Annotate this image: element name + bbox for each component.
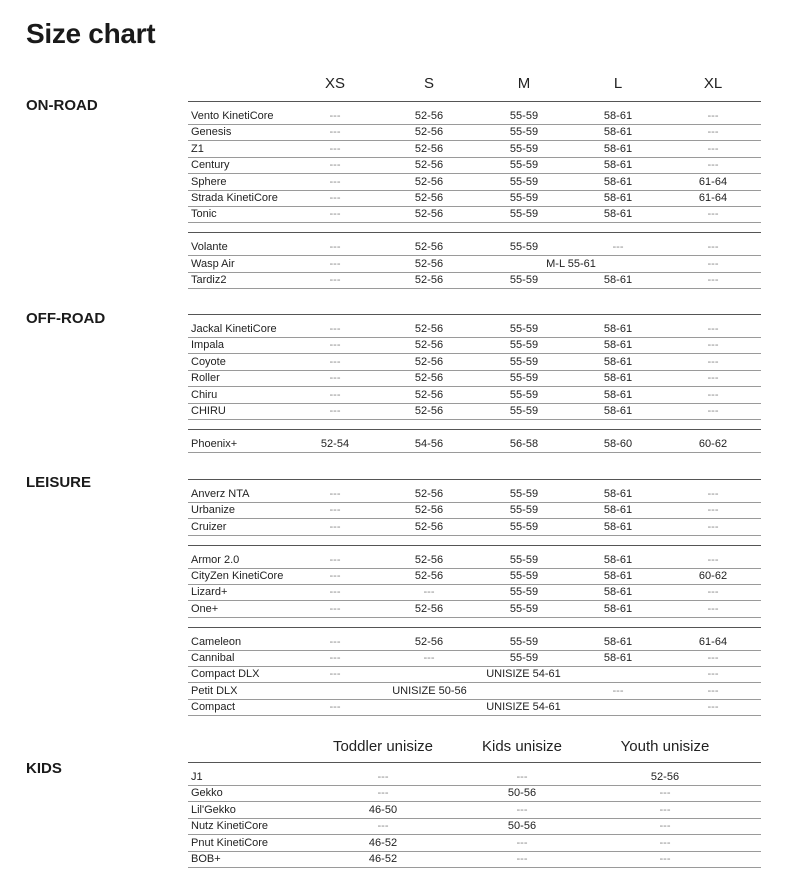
table-row [188,683,761,699]
helmet-model-name: Cameleon [191,635,242,648]
size-cell: --- [707,339,719,352]
size-cell: --- [329,668,341,681]
size-header-m: M [517,75,531,92]
size-cell: 58-61 [603,553,633,566]
size-cell: 58-61 [603,175,633,188]
size-header-s: S [423,75,435,92]
table-row [188,835,761,851]
unisize-cell: UNISIZE 54-61 [486,668,561,681]
rule-line [188,222,761,223]
helmet-model-name: Armor 2.0 [191,553,240,566]
size-cell: --- [329,635,341,648]
helmet-model-name: Gekko [191,787,223,800]
table-row [188,699,761,715]
size-cell: 52-56 [414,192,444,204]
size-cell: --- [329,405,341,417]
size-cell: 58-61 [603,355,633,368]
table-row [188,584,761,600]
size-cell: 55-59 [509,586,539,599]
size-cell: 55-59 [509,635,539,648]
size-cell: --- [329,339,341,352]
size-cell: --- [707,110,719,122]
helmet-model-name: Z1 [191,142,204,155]
size-cell: 52-56 [414,110,444,122]
helmet-model-name: CityZen KinetiCore [191,570,284,582]
rule-line [188,429,761,430]
table-row [188,387,761,403]
size-cell: --- [707,405,719,417]
size-cell: 46-52 [368,836,398,849]
size-cell: 55-59 [509,159,539,172]
rule-line [188,535,761,536]
size-cell: 52-56 [414,553,444,566]
size-cell: --- [707,274,719,286]
rule-line [188,452,761,453]
table-row [188,818,761,834]
size-cell: 52-56 [414,405,444,417]
size-cell: --- [329,504,341,517]
helmet-model-name: Tonic [191,208,217,221]
size-cell: --- [329,553,341,566]
size-cell: --- [612,241,624,254]
size-cell: 61-64 [698,175,728,188]
size-cell: --- [707,520,719,533]
helmet-model-name: Roller [191,372,220,385]
size-cell: 54-56 [414,437,444,450]
helmet-model-name: Lil'Gekko [191,803,236,816]
table-row [188,108,761,124]
size-cell: --- [329,208,341,221]
size-cell: 58-61 [603,652,633,664]
size-cell: --- [707,323,719,335]
table-row [188,337,761,353]
kids-header: Toddler unisize [332,738,434,755]
size-cell: 52-56 [414,602,444,615]
size-cell: 55-59 [509,488,539,500]
size-cell: 52-56 [414,488,444,500]
size-cell: --- [707,159,719,172]
size-cell: --- [707,652,719,664]
table-row [188,272,761,288]
rule-line [188,101,761,102]
section-label-off-road: OFF-ROAD [26,310,106,327]
section-label-kids: KIDS [26,760,62,777]
table-row [188,403,761,419]
size-cell: --- [707,684,719,697]
size-cell: --- [516,771,528,783]
size-cell: --- [707,701,719,714]
size-cell: 52-56 [414,175,444,188]
size-cell: --- [707,488,719,500]
table-row [188,436,761,452]
helmet-model-name: Coyote [191,355,226,368]
size-cell: --- [329,388,341,401]
rule-line [188,617,761,618]
size-cell: --- [707,388,719,401]
size-cell: 52-56 [414,208,444,221]
size-cell: 52-56 [414,504,444,517]
size-cell: --- [707,586,719,599]
size-cell: --- [707,257,719,270]
size-cell: 61-64 [698,635,728,648]
size-cell: 52-56 [414,355,444,368]
size-cell: 55-59 [509,126,539,139]
size-cell: 55-59 [509,241,539,254]
size-cell: --- [377,771,389,783]
size-cell: 55-59 [509,405,539,417]
unisize-cell: M-L 55-61 [546,257,596,270]
table-row [188,666,761,682]
size-cell: --- [329,652,341,664]
size-cell: 55-59 [509,388,539,401]
table-row [188,190,761,206]
size-cell: --- [329,110,341,122]
size-cell: 52-56 [414,388,444,401]
size-cell: --- [329,602,341,615]
size-cell: 58-61 [603,110,633,122]
rule-line [188,762,761,763]
table-row [188,769,761,785]
size-cell: 55-59 [509,570,539,582]
table-row [188,601,761,617]
size-cell: --- [329,241,341,254]
table-row [188,354,761,370]
size-cell: 55-59 [509,602,539,615]
helmet-model-name: Compact DLX [191,668,260,681]
size-cell: 52-56 [414,257,444,270]
table-row [188,141,761,157]
size-cell: --- [707,208,719,221]
size-cell: --- [329,701,341,714]
size-cell: 55-59 [509,142,539,155]
size-cell: --- [707,142,719,155]
helmet-model-name: J1 [191,771,203,783]
size-cell: 50-56 [507,820,537,833]
size-cell: 55-59 [509,339,539,352]
helmet-model-name: Cruizer [191,520,227,533]
size-cell: --- [659,820,671,833]
size-cell: 55-59 [509,504,539,517]
size-cell: 52-56 [650,771,680,783]
size-cell: --- [329,159,341,172]
helmet-model-name: Compact [191,701,236,714]
helmet-model-name: Strada KinetiCore [191,192,278,204]
size-cell: --- [329,488,341,500]
rule-line [188,545,761,546]
helmet-model-name: Phoenix+ [191,437,238,450]
helmet-model-name: Pnut KinetiCore [191,836,269,849]
table-row [188,321,761,337]
size-cell: --- [707,602,719,615]
section-label-leisure: LEISURE [26,474,92,491]
size-header-l: L [613,75,623,92]
size-cell: --- [329,257,341,270]
size-cell: 52-56 [414,159,444,172]
helmet-model-name: Nutz KinetiCore [191,820,269,833]
rule-line [188,479,761,480]
helmet-model-name: Wasp Air [191,257,235,270]
size-cell: 58-61 [603,570,633,582]
size-cell: --- [377,820,389,833]
size-cell: --- [612,684,624,697]
size-cell: --- [659,787,671,800]
size-cell: 55-59 [509,274,539,286]
size-cell: 55-59 [509,355,539,368]
size-cell: --- [707,553,719,566]
table-row [188,634,761,650]
size-cell: 52-56 [414,241,444,254]
helmet-model-name: Sphere [191,175,227,188]
size-cell: --- [707,241,719,254]
size-header-xs: XS [324,75,346,92]
size-cell: --- [516,853,528,865]
size-cell: 55-59 [509,323,539,335]
rule-line [188,288,761,289]
helmet-model-name: Century [191,159,230,172]
size-cell: 58-61 [603,488,633,500]
size-cell: 58-61 [603,388,633,401]
size-cell: --- [377,787,389,800]
size-cell: 55-59 [509,110,539,122]
size-cell: 58-61 [603,520,633,533]
helmet-model-name: Urbanize [191,504,236,517]
size-cell: 58-61 [603,142,633,155]
helmet-model-name: Vento KinetiCore [191,110,274,122]
size-cell: 55-59 [509,520,539,533]
table-row [188,486,761,502]
rule-line [188,715,761,716]
table-row [188,568,761,584]
helmet-model-name: Chiru [191,388,218,401]
size-cell: --- [329,175,341,188]
kids-header: Kids unisize [481,738,563,755]
helmet-model-name: BOB+ [191,853,221,865]
helmet-model-name: Genesis [191,126,232,139]
rule-line [188,867,761,868]
size-cell: --- [329,570,341,582]
size-cell: 55-59 [509,372,539,385]
size-cell: 55-59 [509,652,539,664]
size-cell: 58-61 [603,405,633,417]
size-cell: --- [423,652,435,664]
size-cell: 46-52 [368,853,398,865]
size-cell: 60-62 [698,437,728,450]
size-cell: 58-61 [603,339,633,352]
helmet-model-name: Impala [191,339,225,352]
table-row [188,519,761,535]
section-label-on-road: ON-ROAD [26,97,98,114]
size-cell: 52-56 [414,339,444,352]
table-row [188,851,761,867]
rule-line [188,419,761,420]
size-cell: --- [329,192,341,204]
helmet-model-name: Lizard+ [191,586,228,599]
table-row [188,650,761,666]
unisize-cell: UNISIZE 50-56 [392,684,467,697]
size-cell: --- [516,803,528,816]
size-cell: 52-54 [320,437,350,450]
table-row [188,256,761,272]
page-title: Size chart [26,18,156,49]
rule-line [188,314,761,315]
size-cell: 58-61 [603,635,633,648]
size-cell: 55-59 [509,553,539,566]
size-cell: 52-56 [414,126,444,139]
size-cell: --- [707,355,719,368]
size-cell: 58-61 [603,504,633,517]
size-cell: 52-56 [414,274,444,286]
size-cell: 58-61 [603,208,633,221]
size-cell: 52-56 [414,372,444,385]
helmet-model-name: Volante [191,241,228,254]
size-cell: 52-56 [414,635,444,648]
size-cell: --- [329,126,341,139]
size-cell: 58-61 [603,586,633,599]
rule-line [188,232,761,233]
size-cell: --- [516,836,528,849]
kids-header: Youth unisize [620,738,710,755]
size-cell: 50-56 [507,787,537,800]
table-row [188,174,761,190]
table-row [188,552,761,568]
helmet-model-name: Petit DLX [191,684,238,697]
size-cell: 60-62 [698,570,728,582]
helmet-model-name: Jackal KinetiCore [191,323,277,335]
size-cell: --- [707,668,719,681]
size-cell: 52-56 [414,570,444,582]
helmet-model-name: CHIRU [191,405,226,417]
size-cell: 52-56 [414,142,444,155]
size-cell: --- [707,126,719,139]
size-cell: --- [423,586,435,599]
table-row [188,802,761,818]
rule-line [188,627,761,628]
helmet-model-name: Cannibal [191,652,235,664]
helmet-model-name: Anverz NTA [191,488,250,500]
size-cell: --- [329,520,341,533]
size-cell: --- [659,853,671,865]
size-cell: 58-61 [603,372,633,385]
size-cell: 61-64 [698,192,728,204]
table-row [188,206,761,222]
size-cell: 58-61 [603,159,633,172]
table-row [188,124,761,140]
size-cell: --- [329,142,341,155]
size-cell: 58-61 [603,274,633,286]
size-header-xl: XL [703,75,723,92]
size-cell: 56-58 [509,437,539,450]
size-cell: 46-50 [368,803,398,816]
size-cell: --- [707,504,719,517]
size-cell: 58-61 [603,602,633,615]
size-cell: 58-61 [603,126,633,139]
size-cell: --- [707,372,719,385]
size-cell: --- [329,586,341,599]
table-row [188,370,761,386]
size-cell: --- [329,323,341,335]
size-cell: 52-56 [414,323,444,335]
size-cell: 58-61 [603,323,633,335]
helmet-model-name: Tardiz2 [191,274,227,286]
unisize-cell: UNISIZE 54-61 [486,701,561,714]
size-cell: --- [329,372,341,385]
table-row [188,502,761,518]
size-cell: 55-59 [509,175,539,188]
size-cell: 58-60 [603,437,633,450]
size-cell: --- [659,836,671,849]
table-row [188,239,761,255]
table-row [188,785,761,801]
helmet-model-name: One+ [191,602,219,615]
size-cell: --- [329,274,341,286]
size-cell: 58-61 [603,192,633,204]
size-cell: 55-59 [509,208,539,221]
size-cell: 52-56 [414,520,444,533]
table-row [188,157,761,173]
size-cell: --- [659,803,671,816]
size-cell: --- [329,355,341,368]
size-cell: 55-59 [509,192,539,204]
